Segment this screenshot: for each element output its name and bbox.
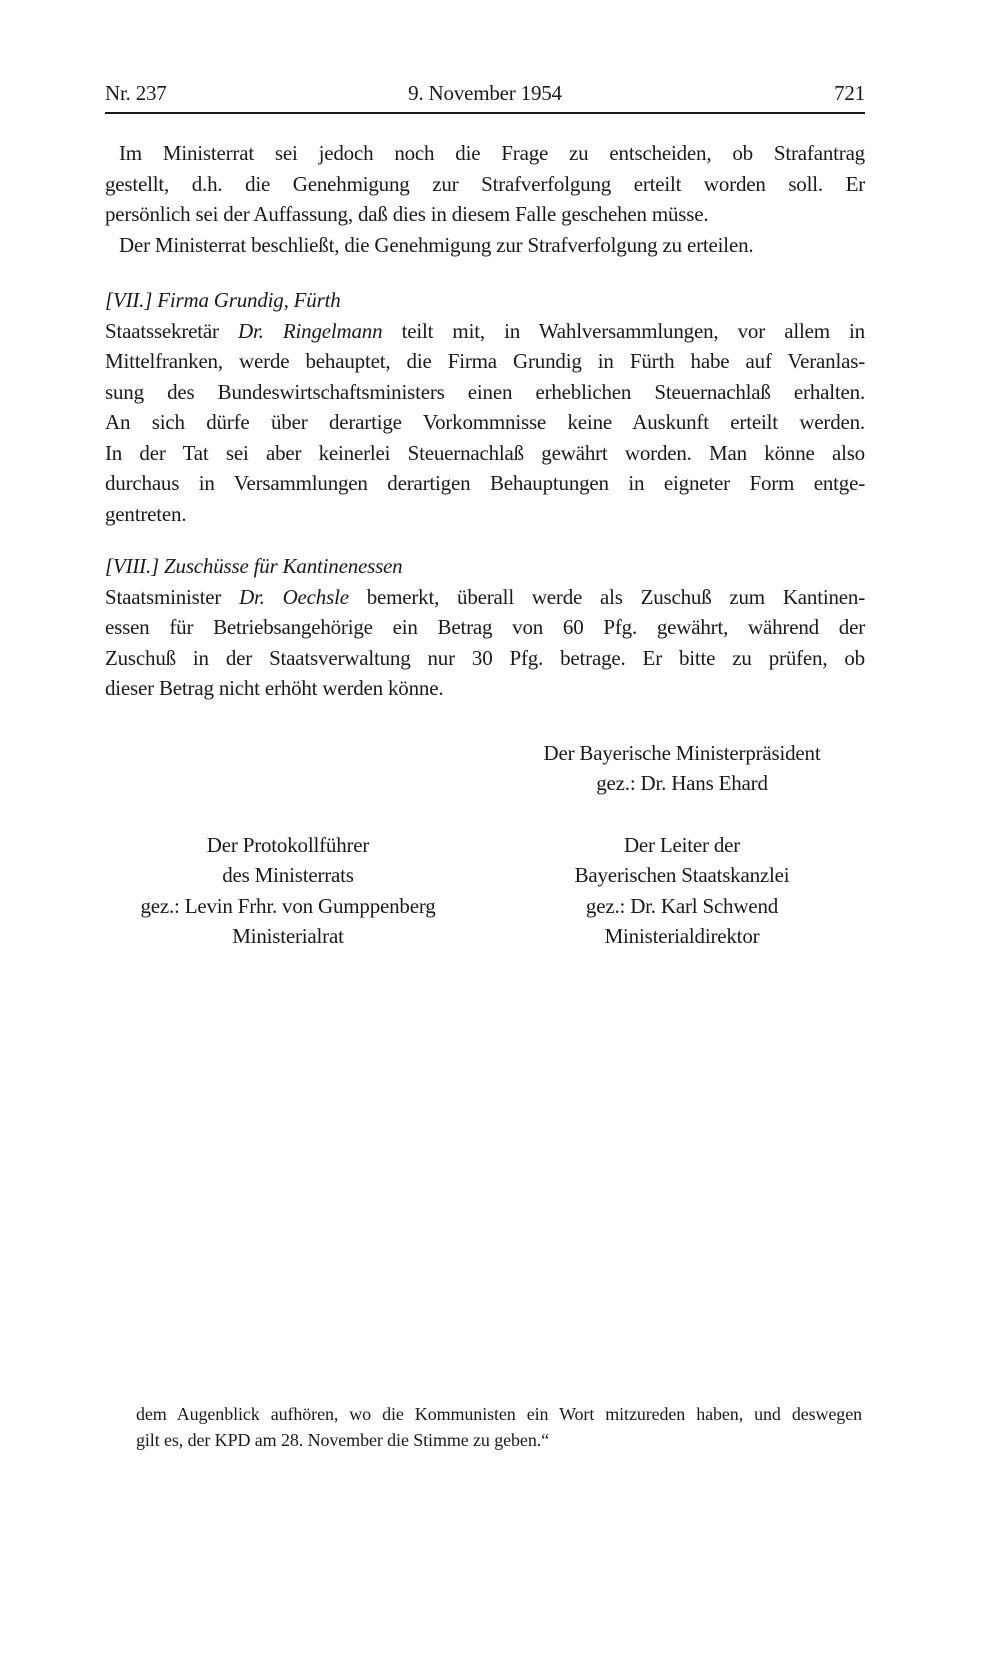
signature-president [502,738,862,799]
signature-role: Ministerialrat [232,924,344,948]
signature-title: Der Bayerische Ministerpräsident [543,740,821,765]
page-number: 721 [834,81,865,105]
footnote-line: dem Augenblick aufhören, wo die Kommunisten ein Wort mitzureden haben, und deswegen [136,1404,862,1424]
signature-name: gez.: Dr. Hans Ehard [596,771,768,795]
paragraph-line: persönlich sei der Auffassung, daß dies in diesem Falle geschehen müsse. [105,202,709,226]
paragraph-line: gentreten. [105,501,187,526]
signature-name: gez.: Levin Frhr. von Gumppenberg [140,893,436,918]
page-header [105,80,865,106]
paragraph-line: Mittelfranken, werde behauptet, die Firma Grundig in Fürth habe auf Veranlas- [105,349,865,373]
text-run: teilt mit, in Wahlversammlungen, vor allem in [382,318,865,343]
header-date: 9. November 1954 [408,81,562,105]
paragraph-line: sung des Bundeswirtschaftsministers einen erheblichen Steuernachlaß erhalten. [105,379,865,404]
paragraph-line: dieser Betrag nicht erhöht werden könne. [105,676,444,700]
paragraph-line: Der Ministerrat beschließt, die Genehmigung zur Strafverfolgung zu erteilen. [119,232,754,257]
paragraph-line: Im Ministerrat sei jedoch noch die Frage zu entscheiden, ob Strafantrag [119,141,865,165]
signature-columns [105,830,865,960]
paragraph-line [105,582,865,613]
paragraph-line: durchaus in Versammlungen derartigen Behauptungen in eigneter Form entge- [105,471,865,495]
header-rule [105,112,865,114]
footnote-line: gilt es, der KPD am 28. November die Stimme zu geben.“ [136,1430,550,1450]
person-name: Dr. Oechsle [239,584,349,609]
person-name: Dr. Ringelmann [238,318,383,343]
text-run: bemerkt, überall werde als Zuschuß zum Kantinen- [348,584,865,609]
signature-title: Der Protokollführer [206,832,370,857]
text-run: Staatssekretär [105,318,239,343]
signature-title: Der Leiter der [623,832,741,857]
text-run: Staatsminister [105,584,240,609]
paragraph-line [105,316,865,347]
signature-protocol [108,830,468,952]
paragraph-line: In der Tat sei aber keinerlei Steuernachlaß gewährt worden. Man könne also [105,440,865,465]
issue-number: Nr. 237 [105,81,167,105]
paragraph-line: essen für Betriebsangehörige ein Betrag von 60 Pfg. gewährt, während der [105,615,865,639]
signature-title: des Ministerrats [222,863,354,887]
signature-chancellery [502,830,862,952]
signature-name: gez.: Dr. Karl Schwend [585,893,779,918]
signature-title: Bayerischen Staatskanzlei [574,863,790,887]
paragraph-line: gestellt, d.h. die Genehmigung zur Strafverfolgung erteilt worden soll. Er [105,171,865,196]
paragraph-line: An sich dürfe über derartige Vorkommnisse keine Auskunft erteilt werden. [105,410,865,434]
section-heading-vii: [VII.] Firma Grundig, Fürth [105,288,341,312]
document-body [105,138,865,960]
footnote [136,1401,862,1453]
paragraph-line: Zuschuß in der Staatsverwaltung nur 30 Pfg. betrage. Er bitte zu prüfen, ob [105,645,865,670]
section-heading-viii: [VIII.] Zuschüsse für Kantinenessen [105,554,403,578]
signature-role: Ministerialdirektor [604,924,760,948]
